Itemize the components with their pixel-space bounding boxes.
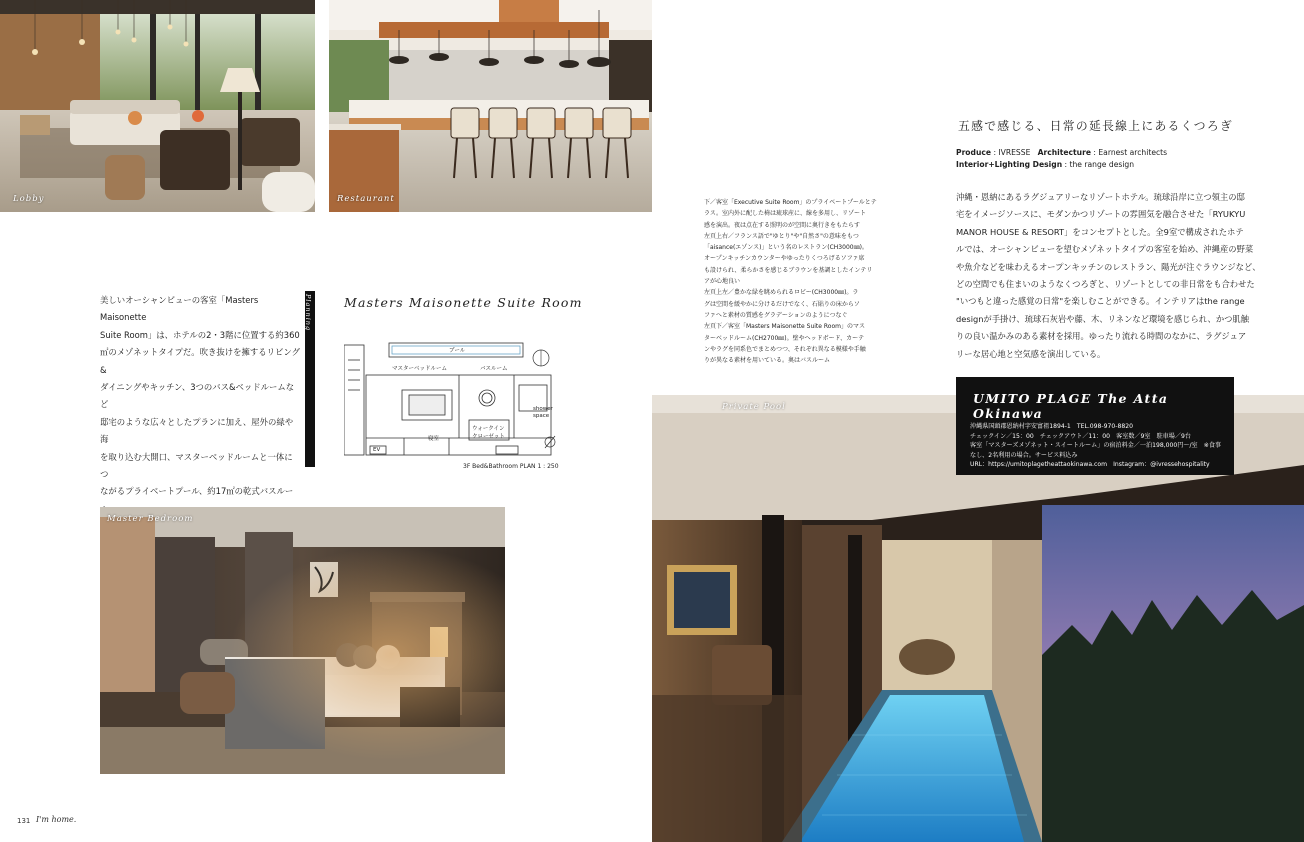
master-bedroom-image (100, 507, 505, 774)
credit-architecture-value: Earnest architects (1098, 148, 1168, 157)
left-body-text: 美しいオーシャンビューの客室「Masters Maisonette Suite Room」は、ホテルの2・3階に位置する約360 ㎡のメゾネットタイプだ。吹き抜けを擁するリビング& ダイニングやキッチン、3つのバス&ベッドルームなど 邸宅のような広々としたプランに加え、屋外の緑や海 を取り込む大開口、マスターベッドルームと一体につ ながるプライベートプール、約17㎡の乾式バスルー (100, 295, 300, 497)
plan-label-walk-in-closet-1: ウォークイン (472, 426, 505, 432)
right-body-text: 沖縄・恩納にあるラグジュアリーなリゾートホテル。琉球沿岸に立つ領主の邸 宅をイメージソースに、モダンかつリゾートの雰囲気を融合させた「RYUKYU MANOR HOUSE & RESORT」をコンセプトとした。全9室で構成されたホテ ルでは、オーシャンビューを望むメゾネットタイプの客室を始め、沖縄産の野菜 や魚介などを味わえるオープンキッチンのレストラン、陽光が注ぐラウンジなど、 どの空間でも住まいのようなくつろぎと、リゾートとしての非日常をも合わせた "いつもと違った感覚の日常"を楽しむことができる。インテリアはthe range designが手掛け、琉球石灰岩や藤、木、リネンなど環境を感じられ、かつ肌触 りの良い温かみのある素材を採用。ゆったり流れる時間のなかに、ラグジュア リーな居心地と空気感を演出している。 (956, 192, 1261, 359)
credit-produce-value: IVRESSE (998, 148, 1031, 157)
master-bedroom-photo (100, 507, 505, 774)
hotel-info-text: 沖縄県国頭郡恩納村字安富祖1894-1 TEL.098-970-8820 チェックイン／15：00 チェックアウト／11：00 客室数／9室 駐車場／9台 客室「マスターズメゾネット・スイートルーム」の宿泊料金／一泊198,000円～/室 ※食事 なし、2名利用の場合。サービス料込み URL：https://umitoplagetheattaokinawa.com Instagram：@ivressehospitality (970, 423, 1222, 469)
page-number: 131 (17, 817, 31, 825)
photo-captions: 下／客室「Executive Suite Room」のプライベートプールとテ ラス。室内外に配した椅は琉球産に、線を多用し、リゾート 感を演出。夜は点在する照明のが空間に奥行きをもたらす 左頁上右／フランス語で"ゆとり"や"自然さ"の意味をもつ 「aisance(エゾンス)」という名のレストラン(CH3000㎜)。 オープンキッチンカウンターやゆったりくつろげるソファ席 も設けられ、柔らかさを感じるブラウンを基調としたインテリ アが心地良い 左頁上左／豊かな緑を眺められるロビー(CH3000㎜)。ラ グは空間を緩やかに分けるだけでなく、石貼りの床からソ ファへと素材の質感をグラデーションのようにつなぐ 左頁下／客室「Masters Maisonette Suite Room」のマス ターベッドルーム(CH2700㎜)。壁やヘッドボード、カーテ ンやラグを同系色でまとめつつ、それぞれ異なる模様や手触 りが異なる素材を用いている。奥はバスルーム (704, 199, 877, 365)
plan-label-bedroom: 寝室 (428, 436, 440, 442)
photo-label-restaurant: Restaurant (337, 194, 395, 204)
credits (956, 147, 1256, 171)
photo-label-master-bedroom: Master Bedroom (107, 514, 194, 524)
credits-line-2: Interior+Lighting Design : the range design (956, 160, 1135, 169)
restaurant-photo (329, 0, 652, 212)
credits-line-1: Produce : IVRESSE Architecture : Earnest architects (956, 148, 1168, 157)
plan-title: Masters Maisonette Suite Room (344, 295, 583, 310)
credit-architecture-label: Architecture (1037, 148, 1091, 157)
hotel-info-box (956, 377, 1234, 475)
magazine-logo: I'm home. (36, 815, 77, 824)
plan-label-walk-in-closet-2: クローゼット (472, 434, 505, 440)
plan-label-master-bedroom: マスターベッドルーム (392, 366, 448, 372)
floor-plan (344, 340, 564, 460)
hotel-info-title: UMITO PLAGE The Atta Okinawa (973, 391, 1169, 421)
lobby-photo (0, 0, 315, 212)
credit-interior-value: the range design (1069, 160, 1135, 169)
plan-label-ev: EV (373, 447, 381, 453)
credit-interior-label: Interior+Lighting Design (956, 160, 1063, 169)
headline: 五感で感じる、日常の延長線上にあるくつろぎ (958, 119, 1234, 133)
floor-plan-drawing (344, 340, 564, 460)
plan-label-shower-2: space (533, 413, 550, 419)
plan-label-pool: プール (449, 348, 466, 354)
planning-tab (305, 291, 315, 467)
credit-produce-label: Produce (956, 148, 992, 157)
plan-caption: 3F Bed&Bathroom PLAN 1 : 250 (463, 463, 559, 470)
plan-label-shower-1: shower (533, 406, 553, 412)
planning-tab-label: Planning (304, 294, 312, 332)
photo-label-private-pool: Private Pool (722, 402, 786, 412)
plan-label-bathroom: バスルーム (480, 366, 508, 372)
restaurant-image (329, 0, 652, 212)
lobby-image (0, 0, 315, 212)
photo-label-lobby: Lobby (13, 194, 45, 204)
